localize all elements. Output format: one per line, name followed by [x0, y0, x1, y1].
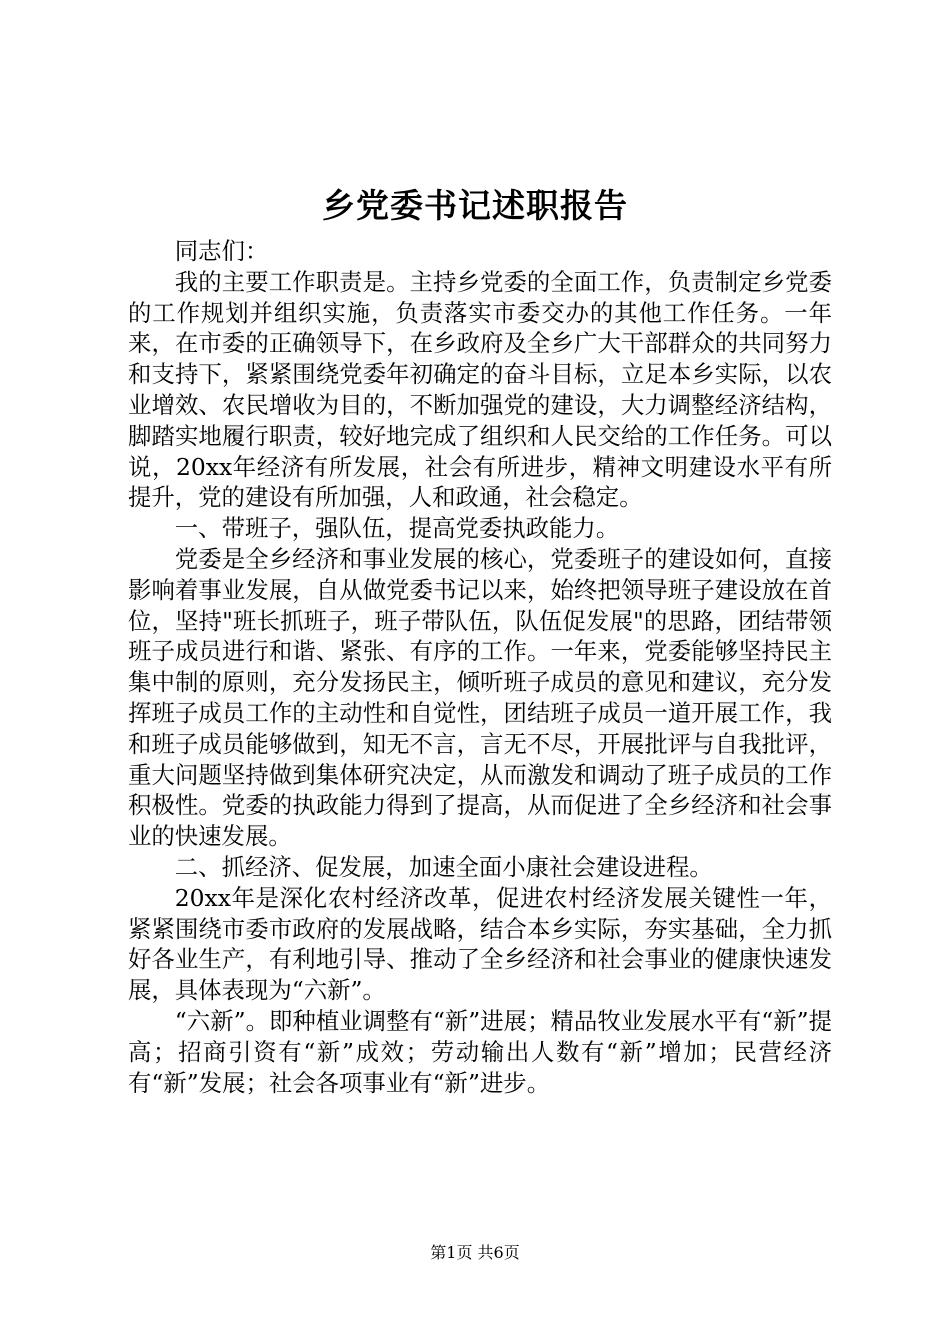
section-1-paragraph: 党委是全乡经济和事业发展的核心，党委班子的建设如何，直接影响着事业发展，自从做党委书记以来，始终把领导班子建设放在首位，坚持"班长抓班子，班子带队伍，队伍促发展"的思路，团结带领班子成员进行和谐、紧张、有序的工作。一年来，党委能够坚持民主集中制的原则，充分发扬民主，倾听班子成员的意见和建议，充分发挥班子成员工作的主动性和自觉性，团结班子成员一道开展工作，我和班子成员能够做到，知无不言，言无不尽，开展批评与自我批评，重大问题坚持做到集体研究决定，从而激发和调动了班子成员的工作积极性。党委的执政能力得到了提高，从而促进了全乡经济和社会事业的快速发展。	[128, 544, 832, 851]
six-new-paragraph: “六新”。即种植业调整有“新”进展；精品牧业发展水平有“新”提高；招商引资有“新”成效；劳动输出人数有“新”增加；民营经济有“新”发展；社会各项事业有“新”进步。	[128, 1006, 832, 1097]
section-heading-1: 一、带班子，强队伍，提高党委执政能力。	[174, 514, 620, 543]
section-heading-2: 二、抓经济、促发展，加速全面小康社会建设进程。	[174, 852, 713, 881]
document-title: 乡党委书记述职报告	[322, 186, 628, 225]
intro-paragraph: 我的主要工作职责是。主持乡党委的全面工作，负责制定乡党委的工作规划并组织实施，负责落实市委交办的其他工作任务。一年来，在市委的正确领导下，在乡政府及全乡广大干部群众的共同努力和支持下，紧紧围绕党委年初确定的奋斗目标，立足本乡实际，以农业增效、农民增收为目的，不断加强党的建设，大力调整经济结构，脚踏实地履行职责，较好地完成了组织和人民交给的工作任务。可以说，20xx年经济有所发展，社会有所进步，精神文明建设水平有所提升，党的建设有所加强，人和政通，社会稳定。	[128, 267, 832, 512]
page-footer: 第1页 共6页	[430, 1243, 520, 1262]
salutation-paragraph: 同志们：	[174, 237, 269, 265]
document-body	[128, 236, 832, 1098]
section-2-paragraph: 20xx年是深化农村经济改革，促进农村经济发展关键性一年，紧紧围绕市委市政府的发展战略，结合本乡实际，夯实基础，全力抓好各业生产，有利地引导、推动了全乡经济和社会事业的健康快速发展，具体表现为“六新”。	[128, 883, 832, 1005]
